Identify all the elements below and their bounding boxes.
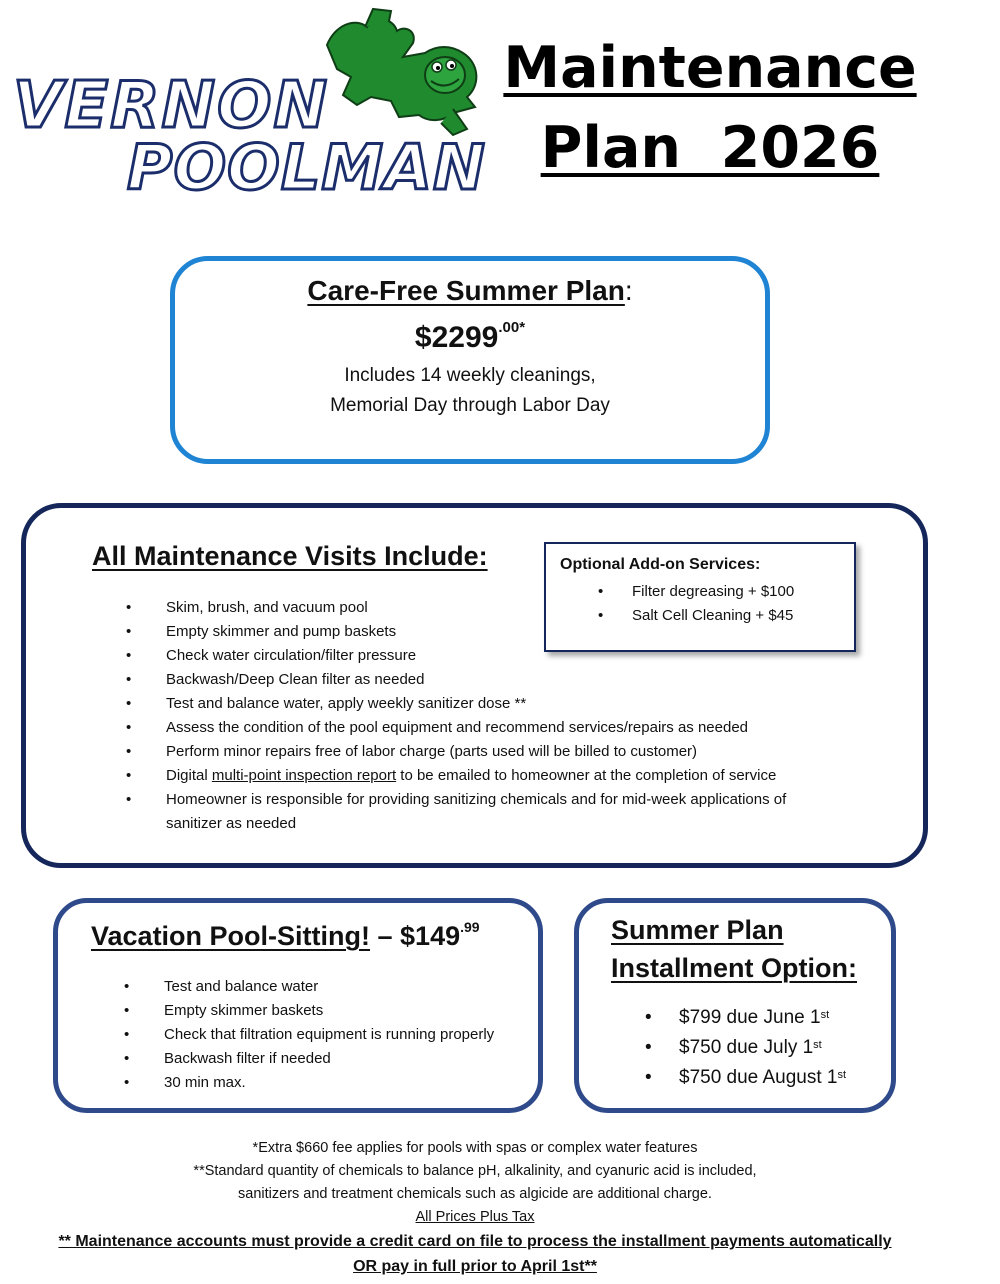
- installment-sup: st: [820, 1009, 830, 1021]
- installment-sup: st: [813, 1039, 822, 1051]
- list-item: • Perform minor repairs free of labor charge (parts used will be billed to customer): [126, 740, 846, 764]
- footer-line-5: ** Maintenance accounts must provide a credit card on file to process the installment payments automatically: [58, 1233, 892, 1250]
- list-item: [645, 1033, 885, 1063]
- footer-line-1: *Extra $660 fee applies for pools with spas or complex water features: [252, 1140, 698, 1156]
- list-item: • Backwash filter if needed: [124, 1047, 524, 1071]
- footer-line-3: sanitizers and treatment chemicals such as algicide are additional charge.: [238, 1186, 712, 1202]
- vacation-price: – $149: [370, 921, 461, 951]
- title-text-2: Plan 2026: [540, 115, 880, 181]
- vernon-poolman-logo: [5, 5, 495, 205]
- installment-option-box: [574, 898, 896, 1113]
- vacation-pool-sitting-box: [53, 898, 543, 1113]
- addon-heading: Optional Add-on Services:: [560, 556, 761, 573]
- carefree-heading: [175, 275, 765, 307]
- logo-text-poolman: POOLMAN: [127, 131, 486, 204]
- maintenance-visits-box: [21, 503, 928, 868]
- carefree-heading-text: Care-Free Summer Plan: [307, 275, 625, 306]
- logo-graphic: [5, 5, 495, 205]
- maintenance-heading: All Maintenance Visits Include:: [92, 541, 488, 571]
- vacation-heading-text: Vacation Pool-Sitting!: [91, 921, 371, 951]
- list-item: [645, 1063, 885, 1093]
- inspection-report-link[interactable]: multi-point inspection report: [211, 767, 397, 784]
- installment-text: $799 due June 1: [679, 1007, 821, 1028]
- list-item: • Check water circulation/filter pressure: [126, 644, 846, 668]
- digital-prefix: Digital: [166, 767, 212, 784]
- title-text-1: Maintenance: [503, 35, 917, 101]
- carefree-price-dollars: $2299: [414, 321, 499, 354]
- title-line-1: [490, 28, 930, 108]
- list-item: • Empty skimmer baskets: [124, 999, 524, 1023]
- list-item: • Filter degreasing + $100: [598, 580, 848, 604]
- page-title: [490, 28, 930, 188]
- vacation-list: [124, 975, 524, 1095]
- carefree-heading-colon: :: [624, 275, 633, 306]
- footer-notes: [0, 1137, 950, 1279]
- carefree-price: [175, 321, 765, 355]
- installment-heading: [611, 911, 857, 987]
- title-line-2: [490, 108, 930, 188]
- list-item: • Test and balance water, apply weekly sanitizer dose **: [126, 692, 846, 716]
- installment-sup: st: [837, 1069, 847, 1081]
- footer-line-4: All Prices Plus Tax: [415, 1209, 535, 1225]
- logo-text-vernon: VERNON: [13, 69, 330, 143]
- list-item: [126, 764, 846, 788]
- list-item: • Test and balance water: [124, 975, 524, 999]
- carefree-price-cents: .00*: [498, 319, 526, 336]
- list-item: [645, 1003, 885, 1033]
- vacation-price-cents: .99: [460, 919, 480, 935]
- footer-line-6: OR pay in full prior to April 1st**: [353, 1258, 597, 1275]
- list-item: • Empty skimmer and pump baskets: [126, 620, 846, 644]
- list-item: • Backwash/Deep Clean filter as needed: [126, 668, 846, 692]
- vacation-heading: [91, 921, 480, 952]
- list-item: • Assess the condition of the pool equipment and recommend services/repairs as needed: [126, 716, 846, 740]
- carefree-plan-box: [170, 256, 770, 464]
- installment-list: [645, 1003, 885, 1093]
- installment-heading-line-2: Installment Option:: [611, 953, 857, 983]
- installment-text: $750 due July 1: [679, 1037, 814, 1058]
- carefree-line-1: Includes 14 weekly cleanings,: [344, 365, 596, 386]
- footer-line-2: **Standard quantity of chemicals to balance pH, alkalinity, and cyanuric acid is included,: [193, 1163, 757, 1179]
- installment-text: $750 due August 1: [679, 1067, 838, 1088]
- list-item: • 30 min max.: [124, 1071, 524, 1095]
- digital-suffix: to be emailed to homeowner at the completion of service: [396, 767, 777, 784]
- addon-services-box: [544, 542, 856, 652]
- installment-heading-line-1: Summer Plan: [611, 915, 784, 945]
- addon-list: [598, 580, 848, 628]
- list-item: • Skim, brush, and vacuum pool: [126, 596, 846, 620]
- carefree-line-2: Memorial Day through Labor Day: [330, 395, 610, 416]
- list-item: • Check that filtration equipment is running properly: [124, 1023, 524, 1047]
- list-item: • Homeowner is responsible for providing sanitizing chemicals and for mid-week applications of sanitizer as needed: [126, 788, 846, 836]
- frog-mascot-icon: [327, 9, 476, 135]
- list-item: • Salt Cell Cleaning + $45: [598, 604, 848, 628]
